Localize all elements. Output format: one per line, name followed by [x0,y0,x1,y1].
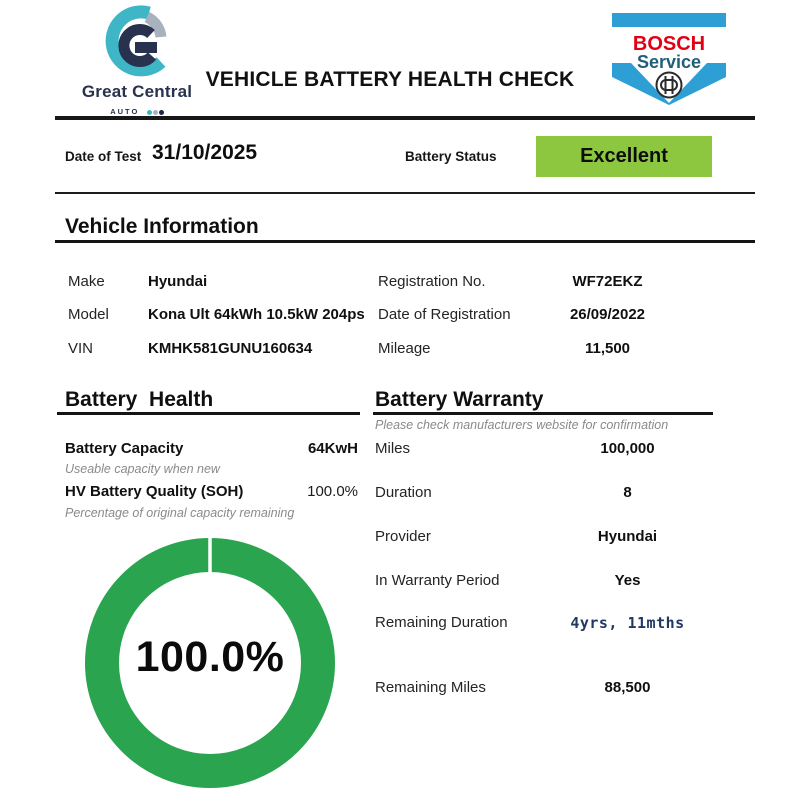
brand-logo [62,4,212,120]
soh-note: Percentage of original capacity remaining [65,506,295,520]
make-value: Hyundai [148,273,208,290]
battery-warranty-note: Please check manufacturers website for confirmation [375,418,669,432]
battery-capacity-note: Useable capacity when new [65,462,220,476]
date-of-registration-value: 26/09/2022 [569,306,646,323]
registration-no-value: WF72EKZ [572,273,643,290]
vin-value: KMHK581GUNU160634 [148,340,313,357]
provider-value: Hyundai [597,528,658,545]
in-warranty-period-label: In Warranty Period [375,572,500,589]
model-label: Model [68,306,109,323]
miles-label: Miles [375,440,411,457]
remaining-miles-label: Remaining Miles [375,679,486,696]
battery-status-label: Battery Status [405,149,497,164]
registration-no-label: Registration No. [378,273,486,290]
vehicle-information-heading: Vehicle Information [65,215,259,238]
soh-label: HV Battery Quality (SOH) [65,483,244,500]
provider-label: Provider [375,528,431,545]
duration-label: Duration [375,484,432,501]
soh-donut-center-label: 100.0% [135,633,285,681]
date-of-registration-label: Date of Registration [378,306,511,323]
vin-label: VIN [68,340,94,357]
remaining-miles-value: 88,500 [604,679,651,696]
battery-warranty-heading: Battery Warranty [375,388,544,411]
date-of-test-value: 31/10/2025 [152,141,258,164]
duration-value: 8 [623,484,632,501]
battery-capacity-label: Battery Capacity [65,440,184,457]
summary-divider [55,192,755,194]
battery-capacity-value: 64KwH [307,440,358,457]
bosch-service-label: Service [636,52,702,72]
date-of-test-label: Date of Test [65,149,142,164]
brand-name: Great Central [81,82,193,101]
header-divider [55,116,755,120]
soh-value: 100.0% [307,483,358,500]
mileage-value: 11,500 [584,340,631,357]
brand-sub-label: AUTO [110,106,140,116]
battery-warranty-underline [373,412,713,415]
battery-status-badge: Excellent [536,136,712,177]
bosch-service-logo [612,13,726,105]
in-warranty-period-value: Yes [614,572,641,589]
make-label: Make [68,273,105,290]
page-title: VEHICLE BATTERY HEALTH CHECK [205,68,575,91]
mileage-label: Mileage [378,340,431,357]
battery-health-underline [57,412,360,415]
vehicle-information-underline [55,240,755,243]
great-central-g-icon [91,4,183,84]
model-value: Kona Ult 64kWh 10.5kW 204ps [148,306,365,323]
bosch-wordmark: BOSCH [632,33,706,55]
remaining-duration-label: Remaining Duration [375,614,508,631]
remaining-duration-value: 4yrs, 11mths [570,614,685,632]
miles-value: 100,000 [600,440,655,457]
battery-health-heading: Battery Health [65,388,214,411]
